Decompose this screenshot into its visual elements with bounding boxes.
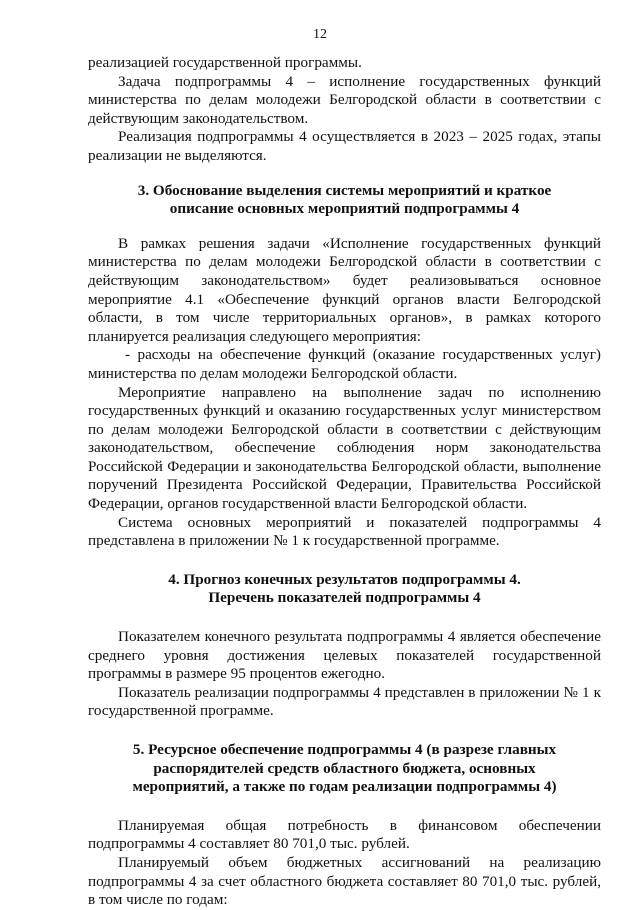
section-heading-3 [88,182,601,219]
heading-line: распорядителей средств областного бюджета, основных [153,759,536,777]
paragraph-implementation-period: Реализация подпрограммы 4 осуществляется в 2023 – 2025 годах, этапы реализации не выделяются. [88,128,601,164]
page-number: 12 [313,27,327,42]
paragraph-list-item: - расходы на обеспечение функций (оказание государственных услуг) министерства по делам молодежи Белгородской области. [88,346,601,382]
paragraph-task: Задача подпрограммы 4 – исполнение государственных функций министерства по делам молодежи Белгородской области в соответствии с действующим законодательством. [88,72,601,127]
heading-line: 3. Обоснование выделения системы мероприятий и краткое [137,181,552,199]
section-heading-4 [88,571,601,608]
heading-line: Перечень показателей подпрограммы 4 [208,589,481,607]
heading-line: описание основных мероприятий подпрограммы 4 [169,200,520,218]
paragraph-final-indicator: Показателем конечного результата подпрограммы 4 является обеспечение среднего уровня достижения целевых показателей государственной программы в размере 95 процентов ежегодно. [88,628,601,683]
heading-line: 4. Прогноз конечных результатов подпрограммы 4. [168,570,521,588]
paragraph-total-need: Планируемая общая потребность в финансовом обеспечении подпрограммы 4 составляет 80 701,0 тыс. рублей. [88,816,601,853]
document-body [88,54,601,910]
heading-line: мероприятий, а также по годам реализации подпрограммы 4) [132,778,557,796]
paragraph-activity-purpose: Мероприятие направлено на выполнение задач по исполнению государственных функций и оказанию государственных услуг министерством по делам молодежи Белгородской области в соответствии с действующим законодательством, обеспечение соблюдения норм законодательства Российской Федерации и законодательства Белгородской области, выполнение поручений Президента Российской Федерации, Правительства Российской Федерации, органов государственной власти Белгородской области. [88,383,601,513]
section-heading-5 [88,741,601,797]
paragraph-indicator-reference: Показатель реализации подпрограммы 4 представлен в приложении № 1 к государственной программе. [88,683,601,720]
paragraph-budget-allocations: Планируемый объем бюджетных ассигнований на реализацию подпрограммы 4 за счет областного бюджета составляет 80 701,0 тыс. рублей, в том числе по годам: [88,853,601,909]
paragraph-system-reference: Система основных мероприятий и показателей подпрограммы 4 представлена в приложении № 1 к государственной программе. [88,513,601,550]
paragraph-continuation: реализацией государственной программы. [88,54,362,71]
heading-line: 5. Ресурсное обеспечение подпрограммы 4 (в разрезе главных [132,741,557,758]
paragraph-main-activity: В рамках решения задачи «Исполнение государственных функций министерства по делам молодежи Белгородской области в соответствии с действующим законодательством» будет реализовываться основное мероприятие 4.1 «Обеспечение функций органов власти Белгородской области, в том числе территориальных органов», в рамках которого планируется реализация следующего мероприятия: [88,234,601,345]
